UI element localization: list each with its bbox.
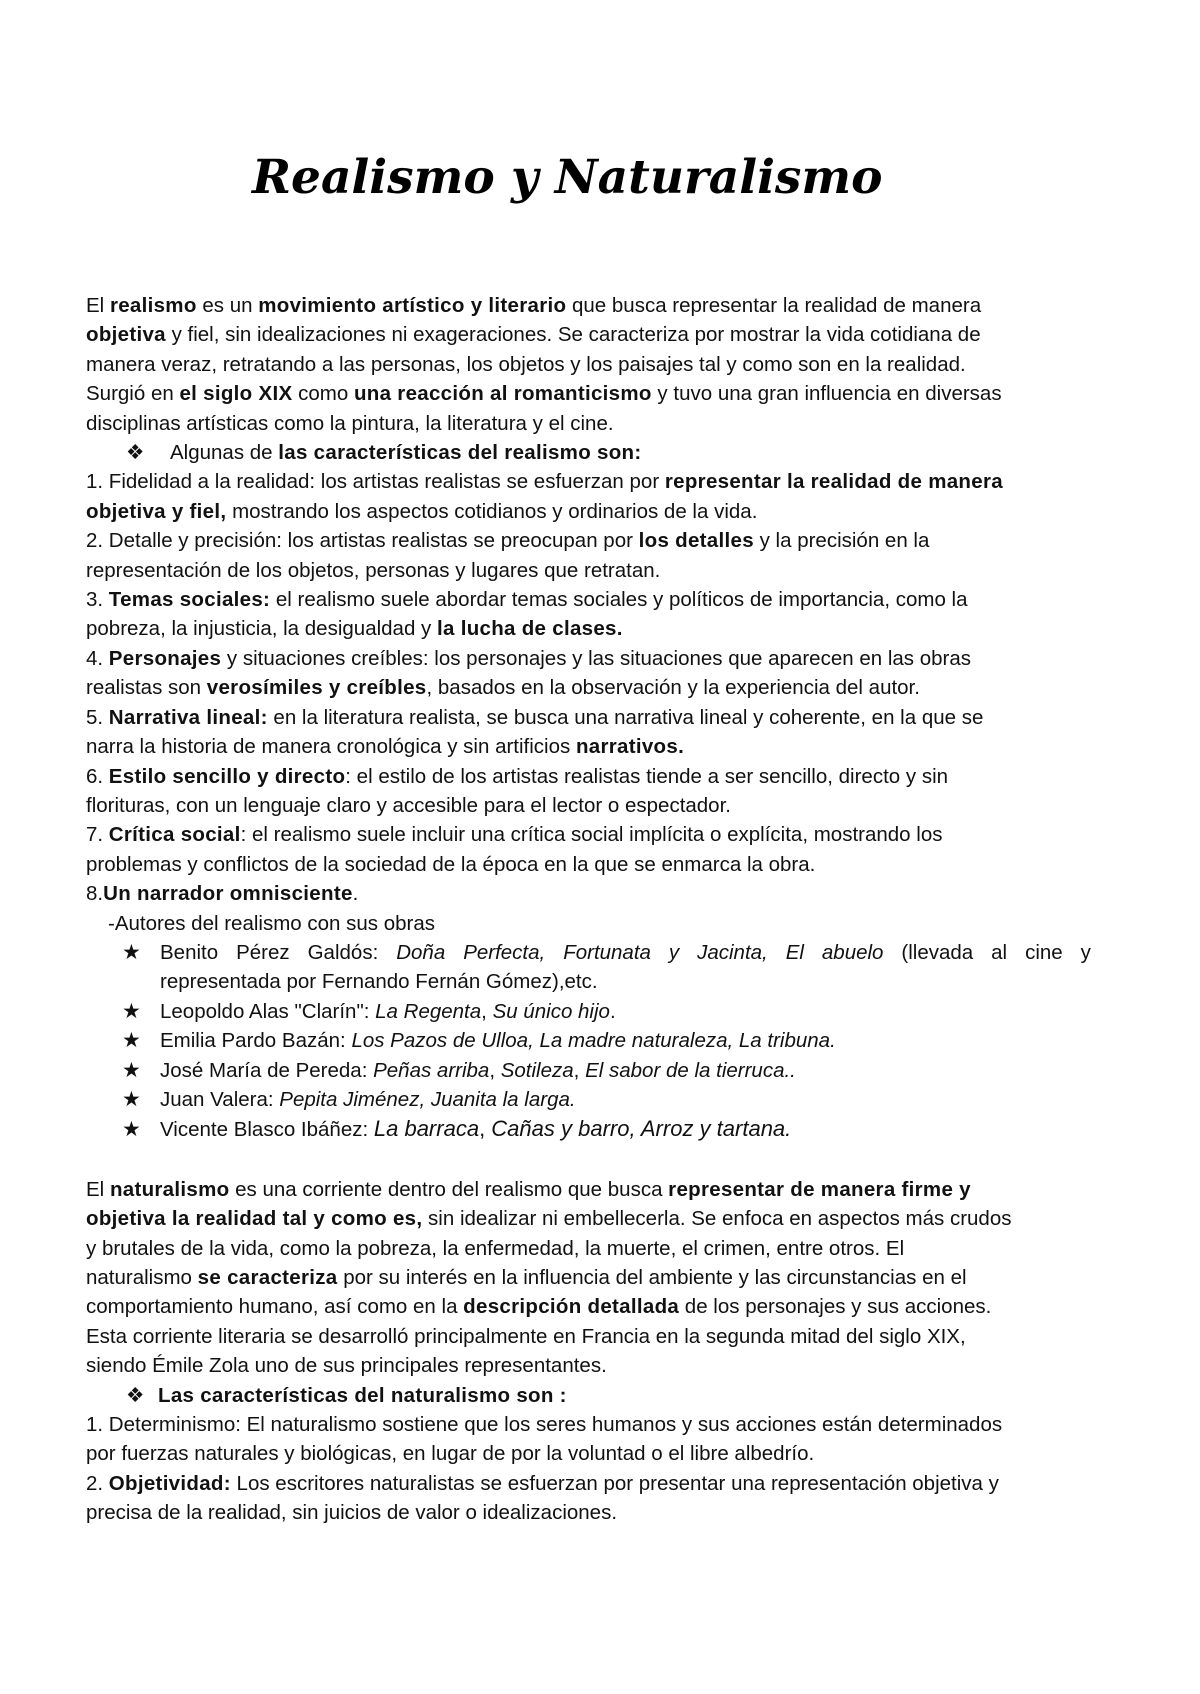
work-title-word: abuelo: [821, 940, 884, 964]
bold-term: Temas sociales:: [108, 588, 271, 612]
star-bullet-icon: ★: [122, 940, 141, 964]
autores-heading: -Autores del realismo con sus obras: [108, 911, 436, 935]
list-item-continuation: problemas y conflictos de la sociedad de la época en la que se enmarca la obra.: [86, 852, 816, 876]
bold-term: el siglo XIX: [179, 382, 293, 406]
work-title-word: Doña: [396, 940, 446, 964]
text-run: como: [292, 382, 354, 406]
work-title: La barraca: [373, 1116, 480, 1142]
bold-term: los detalles: [638, 529, 754, 553]
text-run: El: [86, 1177, 110, 1201]
work-title: Cañas y barro, Arroz y tartana.: [491, 1116, 792, 1142]
text-run: naturalismo: [86, 1266, 198, 1289]
text-run: 5.: [86, 705, 109, 729]
list-item-continuation: por fuerzas naturales y biológicas, en lugar de por la voluntad o el libre albedrío.: [86, 1442, 815, 1466]
bold-term: narrativos.: [575, 735, 685, 759]
bold-term: Las características del naturalismo son :: [158, 1383, 567, 1407]
text-run: es un: [196, 294, 259, 317]
paragraph-line: [86, 1204, 1091, 1233]
list-item: 1. Determinismo: El naturalismo sostiene que los seres humanos y sus acciones están determinados: [86, 1413, 1003, 1437]
text-run: y fiel, sin idealizaciones ni exageraciones. Se caracteriza por mostrar la vida cotidiana de: [165, 323, 981, 347]
work-title: La Regenta: [375, 999, 482, 1023]
work-title-word: Jacinta,: [697, 940, 768, 964]
text-run: es una corriente dentro del realismo que busca: [229, 1177, 669, 1201]
author-name: Emilia Pardo Bazán:: [160, 1029, 352, 1053]
work-title: Sotileza: [500, 1058, 574, 1082]
text-run: y situaciones creíbles: los personajes y las situaciones que aparecen en las obras: [221, 646, 972, 670]
paragraph-gap: [86, 1145, 1091, 1175]
text-run: 2.: [86, 1471, 109, 1495]
text-run: 6.: [86, 764, 109, 788]
bold-term: naturalismo: [109, 1177, 230, 1201]
bold-term: movimiento artístico y literario: [258, 294, 567, 317]
author-item-continuation: representada por Fernando Fernán Gómez),etc.: [160, 970, 598, 994]
paragraph-line: [86, 291, 1091, 320]
text-run: pobreza, la injusticia, la desigualdad y: [86, 617, 437, 641]
text-run: y la precisión en la: [753, 529, 930, 553]
diamond-bullet-icon: ❖: [126, 441, 145, 465]
list-item-continuation: [86, 673, 1091, 702]
paragraph-line: [86, 1263, 1091, 1292]
text-word: Pérez: [236, 940, 290, 964]
text-run: en la literatura realista, se busca una narrativa lineal y coherente, en la que se: [267, 705, 984, 729]
text-run: 7.: [86, 823, 109, 847]
text-run: 1. Fidelidad a la realidad: los artistas realistas se esfuerzan por: [86, 470, 665, 494]
bold-term: una reacción al romanticismo: [353, 382, 652, 406]
star-bullet-icon: ★: [122, 1087, 141, 1111]
text-run: , basados en la observación y la experiencia del autor.: [426, 676, 920, 700]
work-title-word: El: [785, 940, 804, 964]
bold-term: objetiva: [86, 323, 166, 347]
paragraph-line: [86, 1175, 1091, 1204]
text-run: realistas son: [86, 676, 207, 700]
text-run: 2. Detalle y precisión: los artistas realistas se preocupan por: [86, 529, 639, 553]
paragraph-line: siendo Émile Zola uno de sus principales representantes.: [86, 1354, 607, 1378]
text-run: narra la historia de manera cronológica y sin artificios: [86, 735, 576, 759]
text-run: 8.: [86, 882, 104, 906]
list-item: [86, 1469, 1091, 1498]
bold-term: realismo: [109, 294, 197, 317]
author-item: [86, 1026, 1091, 1055]
star-bullet-icon: ★: [122, 999, 141, 1023]
work-title: Los Pazos de Ulloa, La madre naturaleza, La tribuna.: [351, 1029, 836, 1053]
text-run: mostrando los aspectos cotidianos y ordinarios de la vida.: [226, 499, 758, 523]
paragraph-line: [86, 1292, 1091, 1321]
bold-term: las características del realismo son:: [278, 441, 642, 465]
list-item-continuation: precisa de la realidad, sin juicios de valor o idealizaciones.: [86, 1501, 618, 1525]
bold-term: Crítica social: [108, 823, 241, 847]
star-bullet-icon: ★: [122, 1029, 141, 1053]
diamond-bullet-icon: ❖: [126, 1383, 145, 1407]
text-run: El: [86, 294, 110, 317]
author-item: [86, 1056, 1091, 1085]
list-item: [86, 879, 1091, 908]
document-title: Realismo y Naturalismo: [252, 150, 883, 205]
work-title: Su único hijo: [492, 999, 610, 1023]
text-word: y: [1080, 940, 1091, 964]
work-title: Pepita Jiménez, Juanita la larga.: [279, 1087, 576, 1111]
text-run: : el realismo suele incluir una crítica social implícita o explícita, mostrando los: [240, 823, 943, 847]
author-item: [86, 938, 1091, 967]
bold-term: representar la realidad de manera: [664, 470, 1003, 494]
author-name: Vicente Blasco Ibáñez:: [160, 1118, 374, 1142]
list-item-continuation: representación de los objetos, personas y lugares que retratan.: [86, 558, 661, 582]
paragraph-line: y brutales de la vida, como la pobreza, la enfermedad, la muerte, el crimen, entre otros. El: [86, 1236, 905, 1260]
text-run: ,: [489, 1058, 501, 1082]
bold-term: Estilo sencillo y directo: [108, 764, 346, 788]
list-item-continuation: [86, 497, 1091, 526]
text-run: de los personajes y sus acciones.: [679, 1295, 992, 1319]
work-title: Peñas arriba: [373, 1058, 490, 1082]
list-item: [86, 703, 1091, 732]
text-run: por su interés en la influencia del ambiente y las circunstancias en el: [337, 1266, 967, 1289]
text-word: cine: [1025, 940, 1063, 964]
text-run: ,: [573, 1058, 586, 1082]
paragraph-line: Esta corriente literaria se desarrolló principalmente en Francia en la segunda mitad del siglo XIX,: [86, 1324, 966, 1348]
section-heading-naturalismo: [86, 1381, 1091, 1410]
text-run: .: [352, 882, 359, 906]
work-title-word: Perfecta,: [463, 940, 546, 964]
bold-term: descripción detallada: [463, 1295, 680, 1319]
list-item: [86, 820, 1091, 849]
bold-term: representar de manera firme y: [668, 1177, 971, 1201]
star-bullet-icon: ★: [122, 1058, 141, 1082]
list-item-continuation: florituras, con un lenguaje claro y accesible para el lector o espectador.: [86, 793, 731, 817]
author-item: [86, 1114, 1091, 1144]
text-run: sin idealizar ni embellecerla. Se enfoca en aspectos más crudos: [422, 1207, 1012, 1231]
author-item: [86, 997, 1091, 1026]
paragraph-line: [86, 379, 1091, 408]
bold-term: se caracteriza: [197, 1266, 338, 1289]
text-word: Benito: [160, 940, 219, 964]
text-run: el realismo suele abordar temas sociales y políticos de importancia, como la: [270, 588, 968, 612]
author-name: Leopoldo Alas "Clarín":: [160, 999, 376, 1023]
list-item: [86, 526, 1091, 555]
text-run: ,: [479, 1116, 492, 1142]
text-run: comportamiento humano, así como en la: [86, 1295, 464, 1319]
text-run: 3.: [86, 588, 109, 612]
work-title: El sabor de la tierruca..: [585, 1058, 796, 1082]
work-title-word: y: [668, 940, 680, 964]
list-item: [86, 467, 1091, 496]
text-run: : el estilo de los artistas realistas tiende a ser sencillo, directo y sin: [345, 764, 949, 788]
list-item: [86, 644, 1091, 673]
text-run: que busca representar la realidad de manera: [566, 294, 982, 317]
list-item-continuation: [86, 732, 1091, 761]
paragraph-line: [86, 320, 1091, 349]
bold-term: objetiva la realidad tal y como es,: [86, 1207, 423, 1231]
text-run: ,: [481, 999, 493, 1023]
text-word: al: [991, 940, 1008, 964]
document-body: [86, 291, 1091, 1528]
list-item: [86, 585, 1091, 614]
text-run: Los escritores naturalistas se esfuerzan por presentar una representación objetiva y: [230, 1471, 999, 1495]
author-name: José María de Pereda:: [160, 1058, 374, 1082]
star-bullet-icon: ★: [122, 1118, 141, 1142]
text-word: Galdós:: [307, 940, 379, 964]
bold-term: Objetividad:: [108, 1471, 231, 1495]
list-item: [86, 762, 1091, 791]
bold-term: Un narrador omnisciente: [103, 882, 353, 906]
author-name: Juan Valera:: [160, 1087, 280, 1111]
paragraph-line: manera veraz, retratando a las personas, los objetos y los paisajes tal y como son en la realidad.: [86, 352, 966, 376]
section-heading-realismo: [86, 438, 1091, 467]
paragraph-line: disciplinas artísticas como la pintura, la literatura y el cine.: [86, 411, 614, 435]
bold-term: Narrativa lineal:: [108, 705, 268, 729]
text-run: y tuvo una gran influencia en diversas: [651, 382, 1002, 406]
bold-term: verosímiles y creíbles: [206, 676, 427, 700]
text-run: Algunas de: [170, 441, 279, 465]
text-run: .: [609, 999, 616, 1023]
bold-term: Personajes: [108, 646, 222, 670]
author-words: [160, 938, 1091, 967]
bold-term: objetiva y fiel,: [86, 499, 227, 523]
text-word: (llevada: [901, 940, 974, 964]
text-run: 4.: [86, 646, 109, 670]
list-item-continuation: [86, 614, 1091, 643]
work-title-word: Fortunata: [563, 940, 651, 964]
text-run: Surgió en: [86, 382, 180, 406]
bold-term: la lucha de clases.: [437, 617, 623, 641]
author-item: [86, 1085, 1091, 1114]
